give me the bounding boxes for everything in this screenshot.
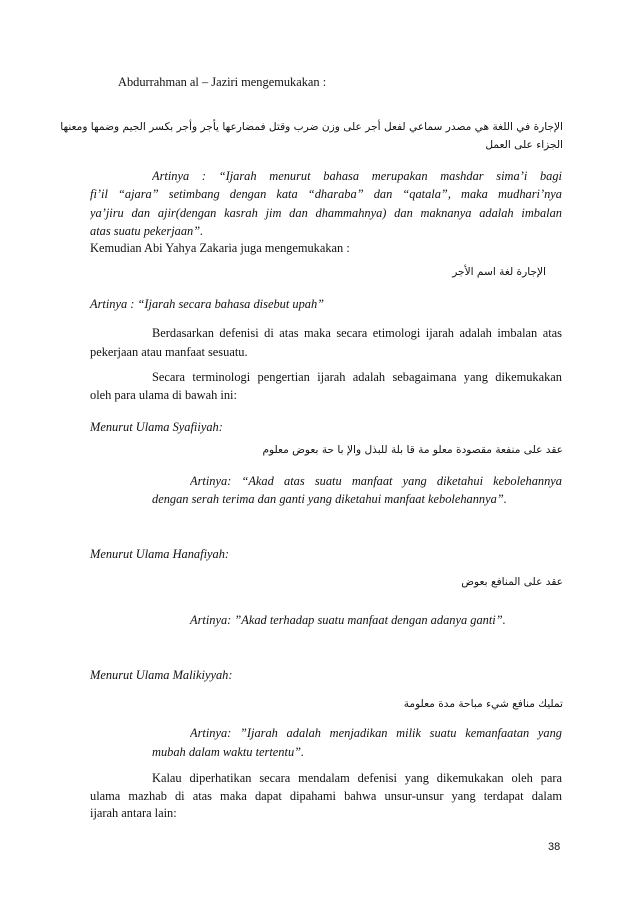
berdasarkan-line-2: pekerjaan atau manfaat sesuatu. <box>90 345 248 359</box>
hanafiyah-arabic: عقد على المنافع بعوض <box>461 576 563 588</box>
terminologi-line-1: Secara terminologi pengertian ijarah adalah sebagaimana yang dikemukakan <box>152 370 562 384</box>
intro-line: Abdurrahman al – Jaziri mengemukakan : <box>118 75 327 89</box>
artinya1-line-1: Artinya : “Ijarah menurut bahasa merupakan mashdar sima’i bagi <box>152 169 562 183</box>
artinya1-line-4: atas suatu pekerjaan”. <box>90 224 204 238</box>
malikiyyah-artinya-line-2: mubah dalam waktu tertentu”. <box>152 745 305 759</box>
syafiiyah-artinya-line-2: dengan serah terima dan ganti yang diketahui manfaat kebolehannya”. <box>152 492 507 506</box>
syafiiyah-arabic: عقد على منفعة مقصودة معلو مة قا بلة للبذل والإ با حة بعوض معلوم <box>262 444 563 456</box>
malikiyyah-arabic: تمليك منافع شيء مباحة مدة معلومة <box>403 698 563 710</box>
kemudian-line: Kemudian Abi Yahya Zakaria juga mengemukakan : <box>90 241 350 255</box>
terminologi-line-2: oleh para ulama di bawah ini: <box>90 388 237 402</box>
malikiyyah-heading: Menurut Ulama Malikiyyah: <box>90 668 233 682</box>
page-number: 38 <box>548 841 561 853</box>
kalau-line-1: Kalau diperhatikan secara mendalam defenisi yang dikemukakan oleh para <box>152 771 562 785</box>
arabic-definition-line-1: الإجارة في اللغة هي مصدر سماعي لفعل أجر على وزن ضرب وقتل فمضارعها يأجر وأجر بكسر الجيم وضمها ومعنها <box>60 121 563 133</box>
hanafiyah-artinya: Artinya: ”Akad terhadap suatu manfaat dengan adanya ganti”. <box>190 613 506 627</box>
kalau-line-2: ulama mazhab di atas maka dapat dipahami bahwa unsur-unsur yang terdapat dalam <box>90 789 562 803</box>
artinya1-line-2: fi’il “ajara” setimbang dengan kata “dharaba” dan “qatala”, maka mudhari’nya <box>90 187 562 201</box>
syafiiyah-artinya-line-1: Artinya: “Akad atas suatu manfaat yang diketahui kebolehannya <box>190 474 562 488</box>
artinya1-line-3: ya’jiru dan ajir(dengan kasrah jim dan dhammahnya) dan maknanya adalah imbalan <box>90 206 562 220</box>
berdasarkan-line-1: Berdasarkan defenisi di atas maka secara etimologi ijarah adalah imbalan atas <box>152 326 562 340</box>
arabic-line-2: الإجارة لغة اسم الأجر <box>452 266 546 278</box>
hanafiyah-heading: Menurut Ulama Hanafiyah: <box>90 547 230 561</box>
syafiiyah-heading: Menurut Ulama Syafiiyah: <box>90 420 223 434</box>
artinya2-line: Artinya : “Ijarah secara bahasa disebut upah” <box>90 297 325 311</box>
arabic-definition-line-2: الجزاء على العمل <box>485 139 563 151</box>
kalau-line-3: ijarah antara lain: <box>90 806 177 820</box>
malikiyyah-artinya-line-1: Artinya: ”Ijarah adalah menjadikan milik suatu kemanfaatan yang <box>190 726 562 740</box>
